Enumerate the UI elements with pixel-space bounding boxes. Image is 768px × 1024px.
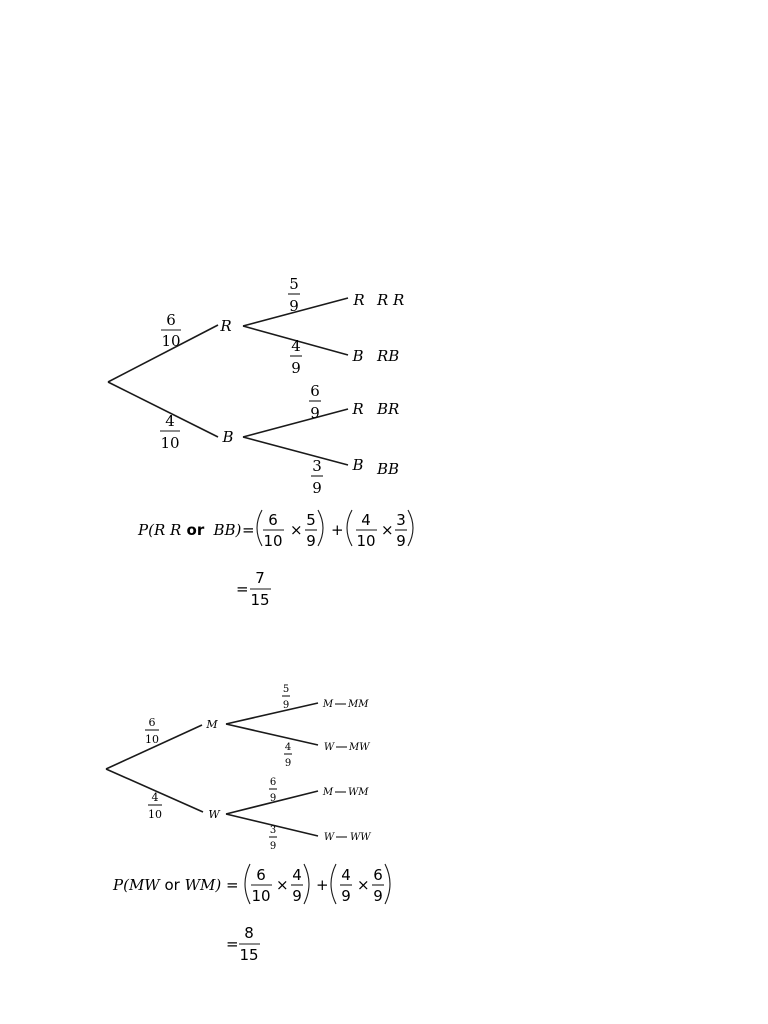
times-sign: × (290, 521, 303, 539)
fraction-denominator: 9 (284, 758, 292, 769)
fraction-denominator: 9 (373, 887, 383, 905)
outcome-label: WM (348, 787, 369, 798)
outcome-label: RB (377, 347, 400, 365)
end-node: M (322, 787, 334, 798)
result-2 (226, 924, 260, 964)
end-node: B (352, 347, 364, 365)
fraction-numerator: 6 (373, 866, 383, 884)
fraction-denominator: 9 (292, 887, 302, 905)
branch-B-to-R (243, 409, 348, 437)
open-paren (257, 510, 262, 546)
probability-formula-2 (112, 864, 390, 905)
times-sign: × (276, 876, 289, 894)
fraction-denominator: 15 (239, 946, 259, 964)
prob-R-B (290, 337, 302, 377)
prob-W-W (269, 825, 277, 852)
fraction-numerator: 6 (148, 716, 156, 729)
times-sign: × (357, 876, 370, 894)
outcome-label: WW (350, 832, 371, 843)
prob-W-M (269, 777, 277, 804)
tree-diagram-1 (108, 275, 404, 497)
plus-sign: + (331, 521, 344, 539)
equals-sign: = (226, 935, 239, 953)
fraction-numerator: 3 (396, 511, 406, 529)
fraction-numerator: 6 (269, 777, 277, 788)
close-paren (304, 864, 309, 904)
fraction-numerator: 4 (361, 511, 371, 529)
fraction-denominator: 10 (145, 733, 159, 746)
branch-M-to-W (226, 724, 318, 745)
prob-R-R (288, 275, 300, 315)
fraction-numerator: 6 (166, 311, 176, 329)
fraction-numerator: 4 (165, 412, 175, 430)
equals-sign: = (242, 521, 255, 539)
fraction-numerator: 6 (310, 382, 320, 400)
fraction-denominator: 9 (282, 700, 290, 711)
formula-lhs: P(MW or WM) (113, 876, 222, 894)
fraction-numerator: 4 (284, 742, 292, 753)
close-paren (408, 510, 413, 546)
outcome-label: R R (377, 291, 405, 309)
fraction-numerator: 5 (282, 684, 290, 695)
outcome-label: BB (377, 460, 400, 478)
tree-diagram-2 (106, 684, 371, 852)
fraction-numerator: 4 (341, 866, 351, 884)
fraction-denominator: 10 (263, 532, 283, 550)
fraction-denominator: 9 (306, 532, 316, 550)
node-M: M (206, 718, 218, 731)
fraction-denominator: 10 (160, 434, 180, 452)
fraction-numerator: 4 (292, 866, 302, 884)
fraction-numerator: 3 (269, 825, 277, 836)
fraction-denominator: 9 (291, 359, 301, 377)
node-B: B (222, 428, 234, 446)
fraction-denominator: 10 (251, 887, 271, 905)
prob-B-B (311, 457, 323, 497)
branch-root-to-M (106, 725, 202, 769)
open-paren (331, 864, 336, 904)
close-paren (318, 510, 323, 546)
times-sign: × (381, 521, 394, 539)
outcome-label: MW (349, 742, 370, 753)
fraction-denominator: 9 (310, 404, 320, 422)
outcome-label: BR (377, 400, 400, 418)
prob-B-R (309, 382, 321, 422)
node-R: R (220, 317, 232, 335)
fraction-denominator: 9 (269, 841, 277, 852)
fraction-numerator: 5 (306, 511, 316, 529)
fraction-denominator: 10 (356, 532, 376, 550)
node-W: W (208, 808, 220, 821)
end-node: W (323, 832, 335, 843)
open-paren (347, 510, 352, 546)
fraction-denominator: 9 (341, 887, 351, 905)
fraction-numerator: 6 (256, 866, 266, 884)
end-node: R (353, 291, 365, 309)
plus-sign: + (316, 876, 329, 894)
fraction-denominator: 15 (250, 591, 270, 609)
equals-sign: = (236, 580, 249, 598)
fraction-numerator: 7 (255, 569, 265, 587)
prob-M-W (284, 742, 292, 769)
close-paren (385, 864, 390, 904)
equals-sign: = (226, 876, 239, 894)
prob-M-M (282, 684, 290, 711)
branch-root-to-B (108, 382, 218, 437)
fraction-numerator: 4 (291, 337, 301, 355)
branch-B-to-B (243, 437, 348, 465)
prob-first-M (145, 716, 159, 746)
fraction-numerator: 4 (151, 791, 159, 804)
fraction-denominator: 9 (289, 297, 299, 315)
open-paren (245, 864, 250, 904)
formula-lhs: P(R R or BB) (138, 521, 242, 539)
prob-first-R (161, 311, 181, 350)
fraction-numerator: 5 (289, 275, 299, 293)
prob-first-B (160, 412, 180, 452)
fraction-numerator: 3 (312, 457, 322, 475)
end-node: W (323, 742, 335, 753)
outcome-label: MM (348, 699, 369, 710)
prob-first-W (148, 791, 162, 821)
fraction-denominator: 10 (161, 332, 181, 350)
probability-formula-1 (137, 510, 413, 550)
end-node: B (352, 456, 364, 474)
fraction-denominator: 10 (148, 808, 162, 821)
end-node: M (322, 699, 334, 710)
fraction-numerator: 8 (244, 924, 254, 942)
end-node: R (352, 400, 364, 418)
fraction-numerator: 6 (268, 511, 278, 529)
fraction-denominator: 9 (269, 793, 277, 804)
fraction-denominator: 9 (396, 532, 406, 550)
result-1 (236, 569, 271, 609)
branch-M-to-M (226, 703, 318, 724)
fraction-denominator: 9 (312, 479, 322, 497)
